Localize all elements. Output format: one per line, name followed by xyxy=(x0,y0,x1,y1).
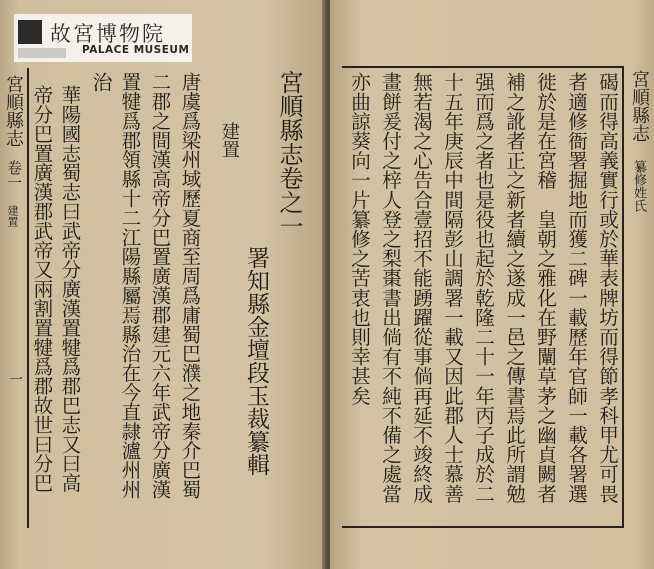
left-text-col: 置犍爲郡領縣十二江陽縣屬焉縣治在今直隷瀘州州 xyxy=(118,72,142,499)
watermark-blur xyxy=(18,48,66,58)
right-text-col: 畫餅爰付之梓人登之梨棗書出倘有不純不備之處當 xyxy=(378,72,402,504)
right-outer-border xyxy=(622,66,624,528)
left-running-section: 建置 xyxy=(6,205,19,227)
left-title: 宮順縣志卷之一 xyxy=(275,70,303,238)
right-running-title: 宮順縣志 xyxy=(629,70,650,142)
right-top-border xyxy=(342,66,622,68)
left-text-col: 唐虞爲梁州域歷夏商至周爲庸蜀巴濮之地秦介巴蜀 xyxy=(178,72,202,499)
right-text-col: 十五年庚辰中間隔彭山調署一載又因此郡人士慕善 xyxy=(440,72,464,504)
museum-logo-icon xyxy=(18,20,42,44)
left-running-chapter: 卷一 xyxy=(5,160,23,190)
right-text-col: 無若渴之心告合壹招不能踴躍從事倘再延不竣終成 xyxy=(409,72,433,504)
right-bottom-border xyxy=(342,526,622,528)
left-outer-border xyxy=(27,68,29,528)
right-page xyxy=(330,0,654,569)
left-running-title: 宮順縣志 xyxy=(3,75,24,147)
right-text-col: 强而爲之者也是役也起於乾隆二十一年丙子成於二 xyxy=(471,72,495,504)
right-text-col: 亦曲諒葵向一片纂修之苦衷也則幸甚矣 xyxy=(347,72,371,406)
left-edge-folio: 一 xyxy=(7,372,23,386)
left-text-col: 二郡之間漢高帝分巴置廣漢郡建元六年武帝分廣漢 xyxy=(148,72,172,499)
left-author: 署知縣金壇段玉裁纂輯 xyxy=(243,246,269,476)
right-text-col: 者適修衙署掘地而獲二碑一載歷年官師一載各署選 xyxy=(564,72,588,504)
left-section-heading: 建置 xyxy=(219,122,240,158)
right-text-col: 補之訛者正之新者續之遂成一邑之傳書焉此所謂勉 xyxy=(502,72,526,504)
museum-name-cn: 故宮博物院 xyxy=(50,22,165,46)
right-text-col: 碣而得高義實行或於華表牌坊而得節孝科甲尤可畏 xyxy=(595,72,619,504)
left-text-col: 帝分巴置廣漢郡武帝又兩割置犍爲郡故世曰分巴 xyxy=(30,85,54,493)
left-text-col: 華陽國志蜀志曰武帝分廣漢置犍爲郡巴志又曰高 xyxy=(58,85,82,493)
right-running-section: 纂修姓氏 xyxy=(631,160,646,212)
museum-name-en: PALACE MUSEUM xyxy=(82,44,190,56)
left-page xyxy=(0,0,326,569)
right-text-col: 徙於是在宮稽 皇朝之雅化在野闡草茅之幽貞闕者 xyxy=(533,72,557,504)
left-text-col: 治 xyxy=(89,72,113,92)
museum-watermark xyxy=(14,14,192,62)
